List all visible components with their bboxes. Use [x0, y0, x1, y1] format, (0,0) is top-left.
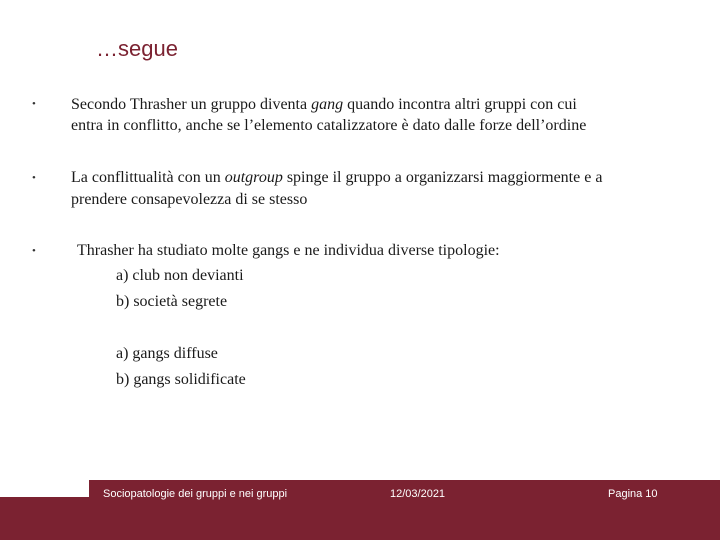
- footer-page-number: Pagina 10: [608, 488, 658, 500]
- bullet-2-emphasis: outgroup: [224, 169, 283, 186]
- bullet-1-line-2: entra in conflitto, anche se l’elemento catalizzatore è dato dalle forze dell’ordine: [71, 117, 587, 134]
- footer-gap: [0, 480, 89, 497]
- slide-title: …segue: [96, 36, 178, 61]
- bullet-marker: •: [32, 172, 36, 184]
- bullet-2-line-2: prendere consapevolezza di se stesso: [71, 191, 308, 208]
- bullet-marker: •: [32, 98, 36, 110]
- bullet-1-text-after: quando incontra altri gruppi con cui: [343, 96, 577, 113]
- bullet-1-text-before: Secondo Thrasher un gruppo diventa: [71, 96, 312, 113]
- footer-side-block: [0, 497, 89, 540]
- footer-date: 12/03/2021: [390, 488, 446, 500]
- bullet-2-text-after: spinge il gruppo a organizzarsi maggiormente e a: [282, 169, 603, 186]
- footer-course-title: Sociopatologie dei gruppi e nei gruppi: [103, 488, 288, 500]
- bullet-marker: •: [32, 245, 36, 257]
- bullet-2-text-before: La conflittualità con un: [71, 169, 225, 186]
- bullet-1-emphasis: gang: [311, 96, 344, 113]
- sub-item: b) gangs solidificate: [116, 371, 246, 388]
- sub-item: b) società segrete: [116, 293, 228, 310]
- bullet-3-line-1: Thrasher ha studiato molte gangs e ne individua diverse tipologie:: [77, 242, 500, 259]
- sub-item: a) club non devianti: [116, 267, 244, 284]
- sub-item: a) gangs diffuse: [116, 345, 218, 362]
